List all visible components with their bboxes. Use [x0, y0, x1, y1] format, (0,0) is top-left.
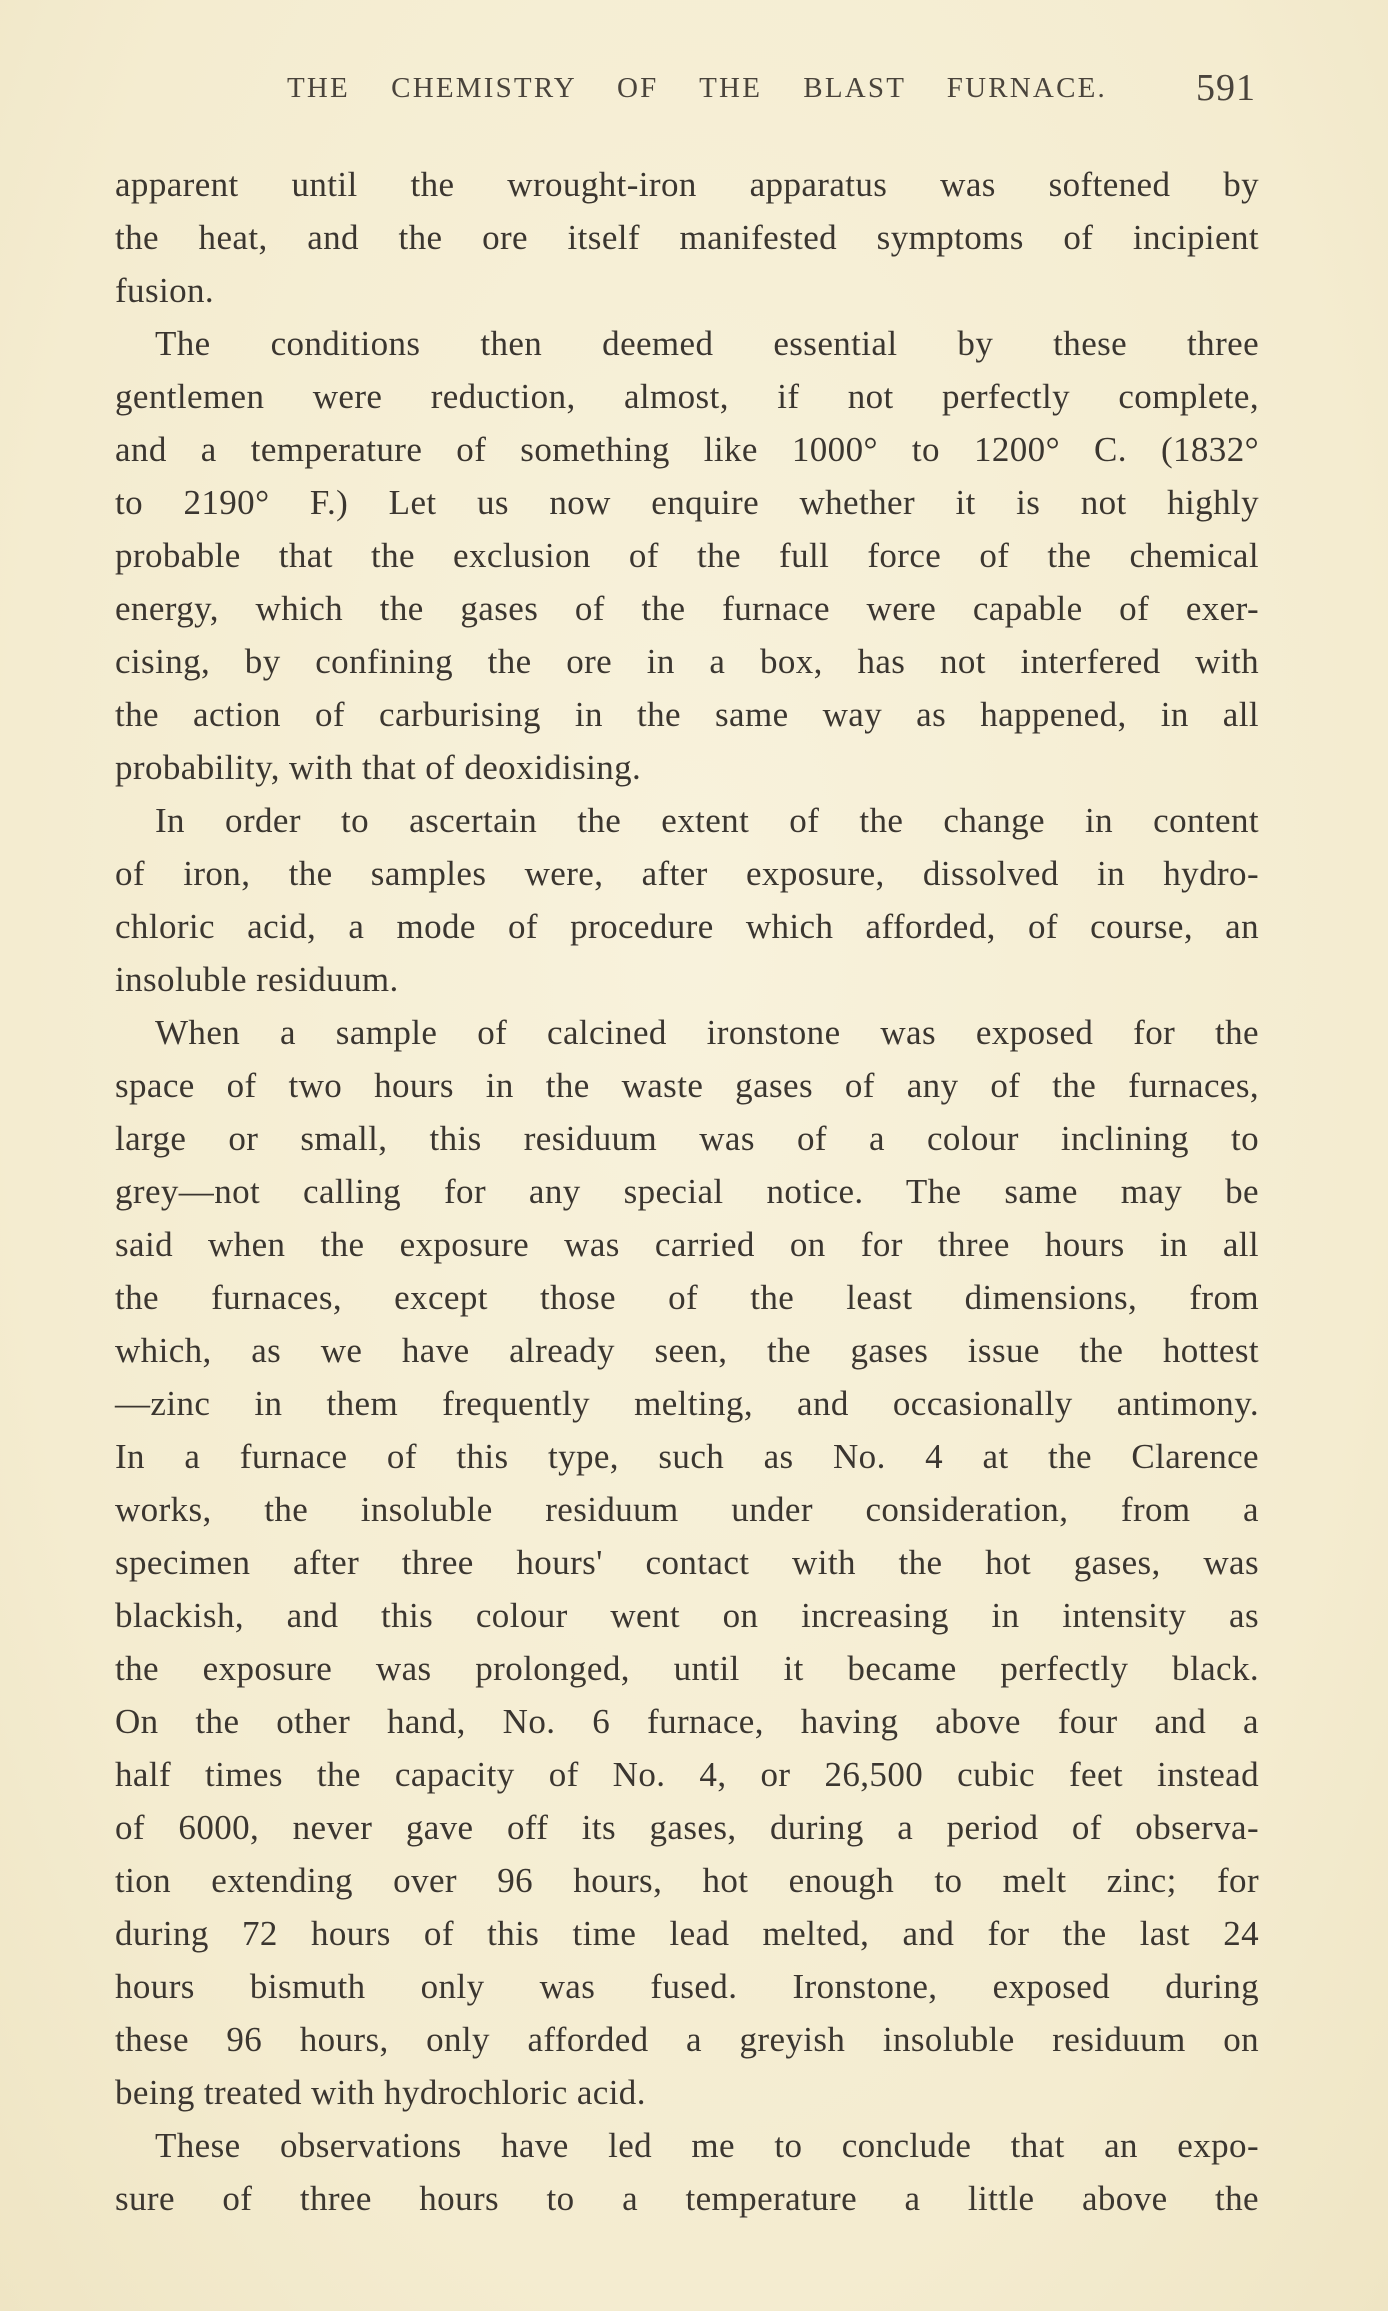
text-line: These observations have led me to conclude that an expo- — [155, 2126, 1259, 2165]
text-line: —zinc in them frequently melting, and occasionally antimony. — [115, 1384, 1259, 1423]
text-line: sure of three hours to a temperature a little above the — [115, 2179, 1259, 2218]
text-line: energy, which the gases of the furnace were capable of exer- — [115, 589, 1259, 628]
text-line: large or small, this residuum was of a colour inclining to — [115, 1119, 1259, 1158]
text-line: of iron, the samples were, after exposure, dissolved in hydro- — [115, 854, 1259, 893]
text-line: chloric acid, a mode of procedure which afforded, of course, an — [115, 907, 1259, 946]
text-line: space of two hours in the waste gases of any of the furnaces, — [115, 1066, 1259, 1105]
text-line: grey—not calling for any special notice. The same may be — [115, 1172, 1259, 1211]
text-line: hours bismuth only was fused. Ironstone, exposed during — [115, 1967, 1259, 2006]
text-line: being treated with hydrochloric acid. — [115, 2073, 646, 2112]
paragraph — [115, 158, 1259, 317]
text-line: fusion. — [115, 271, 215, 310]
paragraph — [115, 1006, 1259, 2119]
text-line: The conditions then deemed essential by these three — [155, 324, 1259, 363]
text-line: said when the exposure was carried on for three hours in all — [115, 1225, 1259, 1264]
text-line: half times the capacity of No. 4, or 26,500 cubic feet instead — [115, 1755, 1259, 1794]
text-line: When a sample of calcined ironstone was exposed for the — [155, 1013, 1259, 1052]
text-line: probability, with that of deoxidising. — [115, 748, 642, 787]
paragraph — [115, 794, 1259, 1006]
text-line: cising, by confining the ore in a box, has not interfered with — [115, 642, 1259, 681]
text-line: blackish, and this colour went on increasing in intensity as — [115, 1596, 1259, 1635]
running-title: THE CHEMISTRY OF THE BLAST FURNACE. — [287, 72, 1107, 104]
text-line: these 96 hours, only afforded a greyish insoluble residuum on — [115, 2020, 1259, 2059]
text-line: probable that the exclusion of the full force of the chemical — [115, 536, 1259, 575]
text-line: the heat, and the ore itself manifested symptoms of incipient — [115, 218, 1259, 257]
text-line: specimen after three hours' contact with the hot gases, was — [115, 1543, 1259, 1582]
text-line: In a furnace of this type, such as No. 4 at the Clarence — [115, 1437, 1259, 1476]
text-line: apparent until the wrought-iron apparatus was softened by — [115, 165, 1259, 204]
paragraph — [115, 2119, 1259, 2225]
text-line: the exposure was prolonged, until it became perfectly black. — [115, 1649, 1259, 1688]
text-line: which, as we have already seen, the gases issue the hottest — [115, 1331, 1259, 1370]
text-line: tion extending over 96 hours, hot enough to melt zinc; for — [115, 1861, 1259, 1900]
body-text — [115, 158, 1259, 2225]
text-line: insoluble residuum. — [115, 960, 399, 999]
text-line: works, the insoluble residuum under consideration, from a — [115, 1490, 1259, 1529]
text-line: gentlemen were reduction, almost, if not perfectly complete, — [115, 377, 1259, 416]
paragraph — [115, 317, 1259, 794]
text-line: the action of carburising in the same way as happened, in all — [115, 695, 1259, 734]
text-line: In order to ascertain the extent of the change in content — [155, 801, 1259, 840]
page-number: 591 — [1196, 67, 1256, 109]
text-line: On the other hand, No. 6 furnace, having above four and a — [115, 1702, 1259, 1741]
text-line: during 72 hours of this time lead melted, and for the last 24 — [115, 1914, 1259, 1953]
text-line: the furnaces, except those of the least dimensions, from — [115, 1278, 1259, 1317]
text-line: of 6000, never gave off its gases, during a period of observa- — [115, 1808, 1259, 1847]
text-line: and a temperature of something like 1000° to 1200° C. (1832° — [115, 430, 1259, 469]
text-line: to 2190° F.) Let us now enquire whether it is not highly — [115, 483, 1259, 522]
